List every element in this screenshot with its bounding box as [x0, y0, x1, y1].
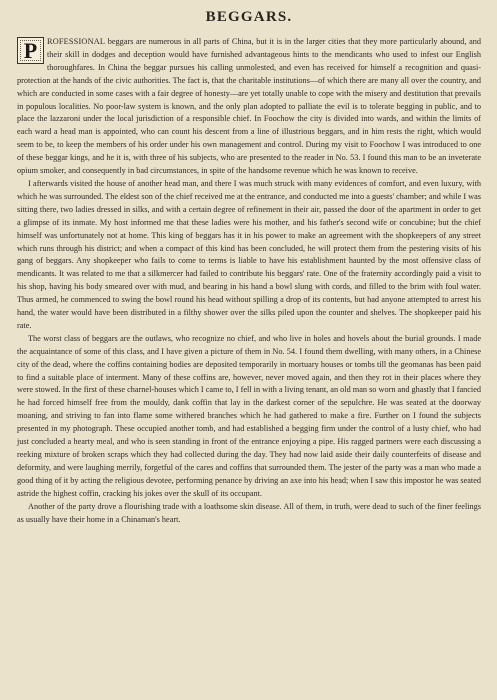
paragraph-1-text: beggars are numerous in all parts of China, but it is in the larger cities that they more particularly abound, and their skill in dodges and deception would have furnished advantageous hints to the mendicants who used to infest our English thoroughfares. In China the beggar pursues his calling unmolested, and even has received for himself a recognition and quasi-protection at the hands of the civic authorities. The fact is, that the charitable institutions—of which there are many all over the country, and which are conducted in some cases with a fair degree of honesty—are yet totally unable to cope with the misery and destitution that prevails in populous localities. No poor-law system is known, and the only plan adopted to palliate the evil is to tolerate begging in public, and to place the lazzaroni under the local jurisdiction of a responsible chief. In Foochow the city is divided into wards, and within the limits of each ward a head man is appointed, who can count his descent from a line of illustrious beggars, and in him rests the right, which would seem to be, to keep the members of his order under his own management and control. During my visit to Foochow I was introduced to one of these beggar kings, and he it is, with three of his subjects, who are presented to the reader in No. 53. I found this man to be an inveterate opium smoker, and consequently in bad circumstances, in spite of the handsome revenue which he was known to receive. [17, 37, 481, 176]
dropcap-letter: P [23, 38, 38, 63]
body-text [17, 36, 481, 526]
paragraph-4: Another of the party drove a flourishing trade with a loathsome skin disease. All of them, in truth, were dead to such of the finer feelings as usually have their home in a Chinaman's heart. [17, 501, 481, 524]
paragraph-1 [17, 36, 481, 178]
dropcap [17, 37, 44, 64]
page-title: BEGGARS. [205, 9, 293, 25]
paragraph-2: I afterwards visited the house of another head man, and there I was much struck with many evidences of comfort, and even luxury, with which he was surrounded. The eldest son of the chief received me at the entrance, and conducted me into a guests' chamber; and while I was sitting there, two ladies dressed in silks, and with a certain degree of refinement in their air, passed the door of the apartment in order to get a glimpse of its inmate. My host informed me that these ladies were his mother, and his father's second wife or concubine; but the chief himself was unfortunately not at home. This king of beggars has it in his power to make an agreement with the shopkeepers of any street which runs through his district; and when a compact of this kind has been concluded, he will protect them from the pestering visits of his gang of beggars. Any shopkeeper who fails to come to terms is liable to have his establishment haunted by the most offensive class of mendicants. It was related to me that a silkmercer had failed to contribute his beggars' rate. One of the fraternity accordingly paid a visit to his shop, having his body smeared over with mud, and bearing in his hand a bowl slung with cords, and filled to the brim with foul water. Thus armed, he commenced to swing the bowl round his head without spilling a drop of its contents, but had anyone attempted to arrest his hand, the water would have been distributed in a filthy shower over the silks piled upon the counter and shelves. The shopkeeper paid his rate. [17, 178, 481, 330]
paragraph-3: The worst class of beggars are the outlaws, who recognize no chief, and who live in holes and hovels about the burial grounds. I made the acquaintance of some of this class, and I have given a picture of them in No. 54. I found them dwelling, with many others, in a Chinese city of the dead, where the coffins containing bodies are deposited temporarily in mortuary houses or tombs till the geomanas has been paid to find a suitable place of interment. Many of these coffins are, however, never moved again, and then they rot in their places where they were stowed. In the first of these charnel-houses which I came to, I fell in with a living tenant, an old man so worn and ghastly that I fancied he had forced himself free from the mouldy, dank coffin that lay in the darkest corner of the sepulchre. He was seated at the doorway moaning, and striving to fan into flame some withered branches which he had gathered to make a fire. Further on I found the subjects presented in my photograph. These occupied another tomb, and had established a begging firm under the control of a lusty chief, who had just concluded a hearty meal, and who is seen standing in front of the entrance enjoying a pipe. His ragged partners were each discussing a reeking mixture of broken scraps which they had collected during the day. They had now laid aside their daily counterfeits of disease and deformity, and were laughing merrily, forgetful of the cares and coffins that surrounded them. The jester of the party was a man who made a good thing of it by acting the religious devotee, performing penance by driving an axe into his head; when I saw this impostor he was seated astride the highest coffin, cracking his jokes over the skull of its occupant. [17, 333, 481, 498]
first-word-rest: ROFESSIONAL [47, 37, 106, 46]
